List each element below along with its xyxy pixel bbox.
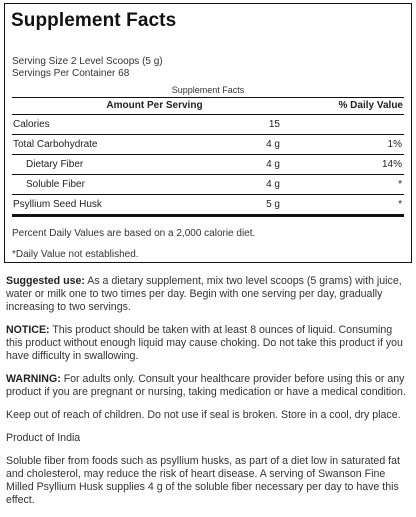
row-amount: 5 g <box>266 199 280 210</box>
row-dv: * <box>398 179 402 190</box>
warning-label: WARNING: <box>6 373 61 385</box>
table-row <box>12 195 404 217</box>
product-information <box>6 275 410 517</box>
table-caption: Supplement Facts <box>171 85 245 95</box>
warning-text: For adults only. Consult your healthcare provider before using this or any product if you are pregnant or nursing, taking medication or have a medical condition. <box>6 373 406 398</box>
health-claim: Soluble fiber from foods such as psyllium husks, as part of a diet low in saturated fat and cholesterol, may reduce the risk of heart disease. A serving of Swanson Fine Milled Psyllium Husk supplies 4 g of the soluble fiber necessary per day to have this effect. <box>6 455 400 506</box>
footnote-daily-values: Percent Daily Values are based on a 2,000 calorie diet. <box>12 228 256 239</box>
origin-note: Product of India <box>6 432 81 444</box>
row-dv: 14% <box>381 159 402 170</box>
row-amount: 4 g <box>266 179 280 190</box>
supplement-facts-panel <box>4 3 412 263</box>
table-row <box>12 135 404 155</box>
serving-size: Serving Size 2 Level Scoops (5 g) <box>12 56 163 67</box>
table-row <box>12 115 404 135</box>
footnote-not-established: *Daily Value not established. <box>12 249 139 260</box>
row-name: Soluble Fiber <box>26 179 85 190</box>
row-name: Total Carbohydrate <box>13 139 98 150</box>
storage-note: Keep out of reach of children. Do not use if seal is broken. Store in a cool, dry place. <box>6 409 401 421</box>
header-daily-value: % Daily Value <box>338 100 403 111</box>
suggested-use <box>6 275 410 314</box>
table-row <box>12 175 404 195</box>
row-amount: 4 g <box>266 139 280 150</box>
row-dv: 1% <box>387 139 402 150</box>
row-amount: 4 g <box>266 159 280 170</box>
row-name: Calories <box>13 119 50 130</box>
notice-text: This product should be taken with at least 8 ounces of liquid. Consuming this product without enough liquid may cause choking. Do not take this product if you have difficulty in swallowing. <box>6 324 403 362</box>
row-amount: 15 <box>268 119 280 130</box>
row-name: Psyllium Seed Husk <box>13 199 102 210</box>
notice <box>6 324 410 363</box>
suggested-use-label: Suggested use: <box>6 275 85 287</box>
table-row <box>12 155 404 175</box>
panel-title: Supplement Facts <box>11 10 177 31</box>
servings-per-container: Servings Per Container 68 <box>12 68 130 79</box>
notice-label: NOTICE: <box>6 324 50 336</box>
nutrition-table <box>12 97 404 217</box>
row-dv: * <box>398 199 402 210</box>
table-header <box>12 97 404 115</box>
suggested-use-text: As a dietary supplement, mix two level scoops (5 grams) with juice, water or milk one to two times per day. Begin with one serving per day, gradually increasing to two servings. <box>6 275 402 313</box>
header-amount: Amount Per Serving <box>106 100 203 111</box>
row-name: Dietary Fiber <box>26 159 84 170</box>
warning <box>6 373 410 399</box>
